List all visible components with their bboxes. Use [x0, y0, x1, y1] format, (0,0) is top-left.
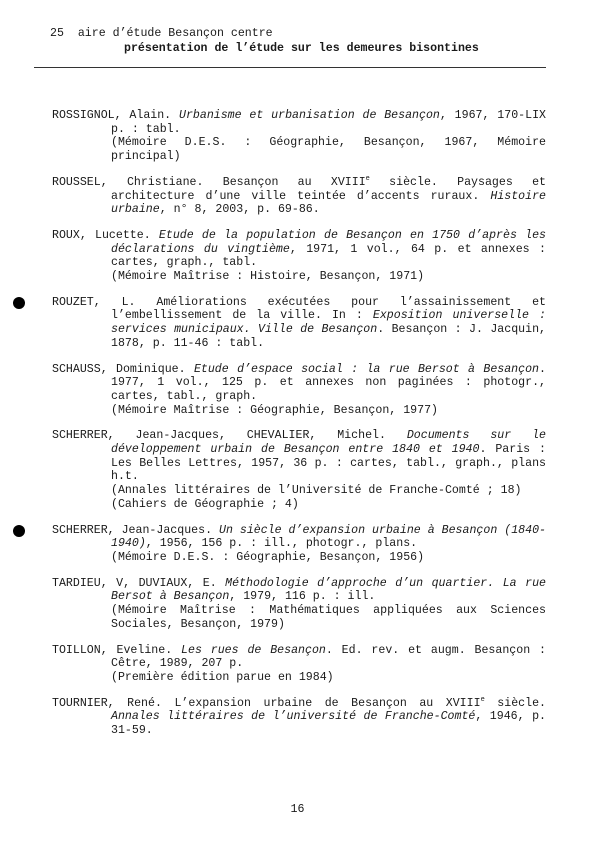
italic-title: Etude de la population de Besançon en 1750 d’après les déclarations du vingtième [111, 228, 546, 256]
citation-text: , 1971, 1 vol., 64 p. et annexes : cartes, graph., tabl. [111, 242, 546, 270]
bibliography-entry [52, 524, 546, 565]
citation-text: siècle. Paysages et architecture d’une ville teintée d’accents ruraux. [111, 175, 546, 203]
entry-citation [52, 109, 546, 136]
citation-text: siècle. [484, 696, 546, 710]
entry-citation [52, 524, 546, 551]
citation-text: ROUSSEL, Christiane. Besançon au XVIII [52, 175, 366, 189]
bibliography-entry [52, 296, 546, 351]
citation-text: ROSSIGNOL, Alain. [52, 109, 179, 122]
bibliography-entry [52, 697, 546, 738]
margin-bullet-icon [13, 297, 25, 309]
citation-text: . 1977, 1 vol., 125 p. et annexes non paginées : photogr., cartes, tabl., graph. [111, 362, 546, 403]
entry-citation [52, 644, 546, 671]
citation-text: SCHERRER, Jean-Jacques. [52, 523, 219, 537]
bibliography-entry [52, 577, 546, 632]
page-header [50, 27, 550, 55]
citation-text: . Paris : Les Belles Lettres, 1957, 36 p. : cartes, tabl., graph., plans h.t. [111, 443, 547, 484]
italic-title: Exposition universelle : services municipaux. Ville de Besançon [111, 309, 546, 337]
italic-title: Méthodologie d’approche d’un quartier. La rue Bersot à Besançon [111, 576, 546, 604]
citation-text: ROUZET, L. Améliorations exécutées pour l’assainissement et l’embellissement de la ville. In : [52, 295, 546, 323]
bibliography-entry [52, 229, 546, 284]
italic-title: Les rues de Besançon [181, 643, 326, 657]
header-rule [34, 67, 546, 68]
italic-title: Annales littéraires de l’université de Franche-Comté [111, 710, 476, 724]
citation-text: TOILLON, Eveline. [52, 643, 182, 657]
entry-note: (Première édition parue en 1984) [111, 670, 334, 684]
citation-text: , 1979, 116 p. : ill. [229, 590, 376, 604]
italic-title: Etude d’espace social : la rue Bersot à Besançon [193, 362, 540, 376]
entry-citation [52, 697, 546, 738]
superscript: e [365, 174, 370, 183]
citation-text: TOURNIER, René. L’expansion urbaine de Besançon au XVIII [52, 696, 481, 710]
bibliography-entry [52, 109, 546, 164]
bibliography-entry [52, 429, 546, 511]
entry-note: (Annales littéraires de l’Université de Franche-Comté ; 18) [111, 484, 522, 498]
header-title: présentation de l’étude sur les demeures bisontines [124, 42, 479, 55]
entry-note: (Mémoire D.E.S. : Géographie, Besançon, 1967, Mémoire principal) [111, 136, 546, 164]
margin-bullet-icon [13, 525, 25, 537]
citation-text: , 1956, 156 p. : ill., photogr., plans. [145, 537, 418, 551]
citation-text: . Besançon : J. Jacquin, 1878, p. 11-46 : tabl. [111, 323, 546, 350]
citation-text: SCHAUSS, Dominique. [52, 362, 194, 376]
citation-text: , n° 8, 2003, p. 69-86. [159, 203, 320, 217]
superscript: e [480, 695, 485, 704]
entry-note: (Mémoire Maîtrise : Géographie, Besançon, 1977) [111, 403, 438, 417]
citation-text: TARDIEU, V, DUVIAUX, E. [52, 576, 226, 590]
entry-citation [52, 296, 546, 351]
entry-note: (Mémoire D.E.S. : Géographie, Besançon, 1956) [111, 550, 425, 564]
page-number: 16 [290, 803, 305, 816]
citation-text: ROUX, Lucette. [52, 228, 159, 242]
italic-title: Documents sur le développement urbain de Besançon entre 1840 et 1940 [111, 429, 546, 457]
entry-note: (Mémoire Maîtrise : Mathématiques appliquées aux Sciences Sociales, Besançon, 1979) [111, 604, 546, 631]
italic-title: Un siècle d’expansion urbaine à Besançon (1840-1940) [111, 523, 546, 551]
entry-citation [52, 577, 546, 604]
citation-text: , 1967, 170-LIX p. : tabl. [111, 109, 546, 136]
header-site-line: 25 aire d’étude Besançon centre [50, 27, 273, 40]
citation-text: SCHERRER, Jean-Jacques, CHEVALIER, Michel. [52, 429, 407, 443]
citation-text: . Ed. rev. et augm. Besançon : Cêtre, 1989, 207 p. [111, 643, 546, 671]
entry-citation [52, 229, 546, 270]
entry-citation [52, 363, 546, 404]
bibliography-entry [52, 363, 546, 418]
citation-text: , 1946, p. 31-59. [111, 710, 546, 738]
entry-note: (Cahiers de Géographie ; 4) [111, 497, 299, 511]
entry-citation [52, 429, 546, 484]
entry-note: (Mémoire Maîtrise : Histoire, Besançon, 1971) [111, 270, 425, 284]
entry-citation [52, 176, 546, 217]
bibliography-list [52, 109, 546, 750]
italic-title: Urbanisme et urbanisation de Besançon [178, 109, 440, 122]
italic-title: Histoire urbaine [111, 189, 546, 217]
bibliography-entry [52, 176, 546, 217]
bibliography-entry [52, 644, 546, 685]
